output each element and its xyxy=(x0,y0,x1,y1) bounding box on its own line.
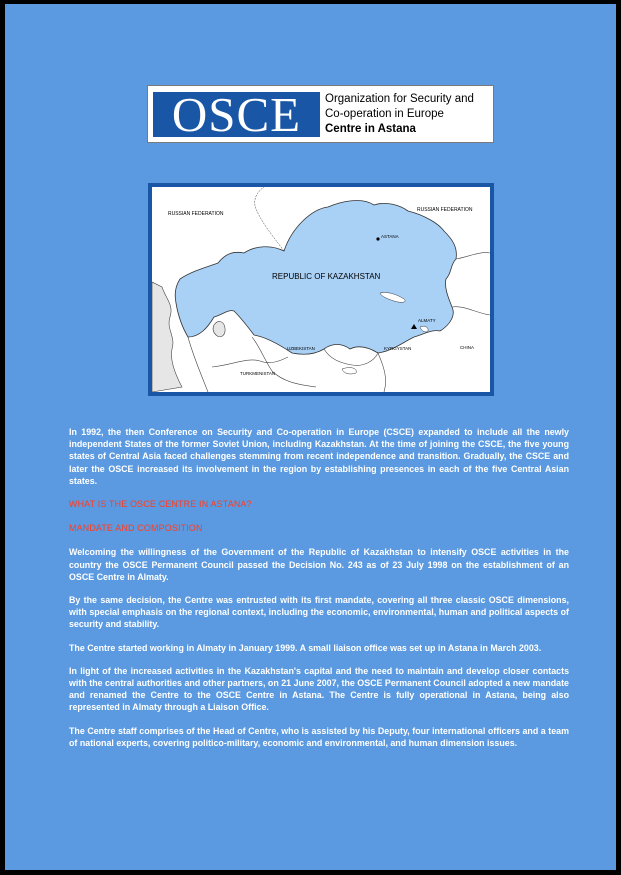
paragraph-start: The Centre started working in Almaty in January 1999. A small liaison office was set up in Astana in March 2003. xyxy=(69,642,542,653)
logo-caption xyxy=(325,92,474,137)
label-kazakhstan: REPUBLIC OF KAZAKHSTAN xyxy=(272,272,381,281)
body-text xyxy=(69,426,569,760)
label-astana: ASTANA xyxy=(381,234,399,239)
logo-line-1: Organization for Security and xyxy=(325,93,474,105)
intro-paragraph: In 1992, the then Conference on Security and Co-operation in Europe (CSCE) expanded to include all the newly independent States of the former Soviet Union, including Kazakhstan. At the time of joining the CSCE, the five young states of Central Asia faced challenges stemming from recent independence and transition. Gradually, the CSCE and later the OSCE increased its involvement in the region by establishing presences in each of the five Central Asian states. xyxy=(69,427,569,486)
paragraph-renaming: In light of the increased activities in the Kazakhstan's capital and the need to maintain and develop closer contacts with the central authorities and other partners, on 21 June 2007, the OSCE Permanent Council adopted a new mandate and renamed the Centre to the OSCE Centre in Astana. The Centre is fully operational in Astana, being also represented in Almaty through a Liaison Office. xyxy=(69,665,569,713)
section-heading-mandate: MANDATE AND COMPOSITION xyxy=(69,523,203,534)
label-turkmenistan: TURKMENISTAN xyxy=(240,371,276,376)
osce-logo-mark xyxy=(153,87,320,142)
kazakhstan-map xyxy=(152,187,490,392)
map-svg xyxy=(152,187,490,392)
label-russia-west: RUSSIAN FEDERATION xyxy=(168,211,224,217)
osce-logo xyxy=(147,85,494,143)
logo-line-3: Centre in Astana xyxy=(325,123,416,135)
map-frame xyxy=(148,183,494,396)
section-heading-what-is: WHAT IS THE OSCE CENTRE IN ASTANA? xyxy=(69,499,252,510)
label-almaty: ALMATY xyxy=(418,318,436,323)
paragraph-staff: The Centre staff comprises of the Head of Centre, who is assisted by his Deputy, four international officers and a team of national experts, covering politico-military, economic and environmental, and human dimension issues. xyxy=(69,725,569,748)
document-page xyxy=(5,4,616,870)
label-uzbekistan: UZBEKISTAN xyxy=(287,346,315,351)
astana-marker xyxy=(376,237,379,240)
label-china: CHINA xyxy=(460,345,475,350)
osce-acronym: OSCE xyxy=(171,87,302,142)
label-russia-east: RUSSIAN FEDERATION xyxy=(417,207,473,213)
paragraph-establishment: Welcoming the willingness of the Government of the Republic of Kazakhstan to intensify OSCE activities in the country the OSCE Permanent Council passed the Decision No. 243 as of 23 July 1998 on the establishment of an OSCE Centre in Almaty. xyxy=(69,547,569,582)
paragraph-first-mandate: By the same decision, the Centre was entrusted with its first mandate, covering all three classic OSCE dimensions, with special emphasis on the regional context, including the economic, environmental, human and political aspects of security and stability. xyxy=(69,595,569,630)
label-kyrgyzstan: KYRGYSTAN xyxy=(384,346,412,351)
logo-line-2: Co-operation in Europe xyxy=(325,108,444,120)
